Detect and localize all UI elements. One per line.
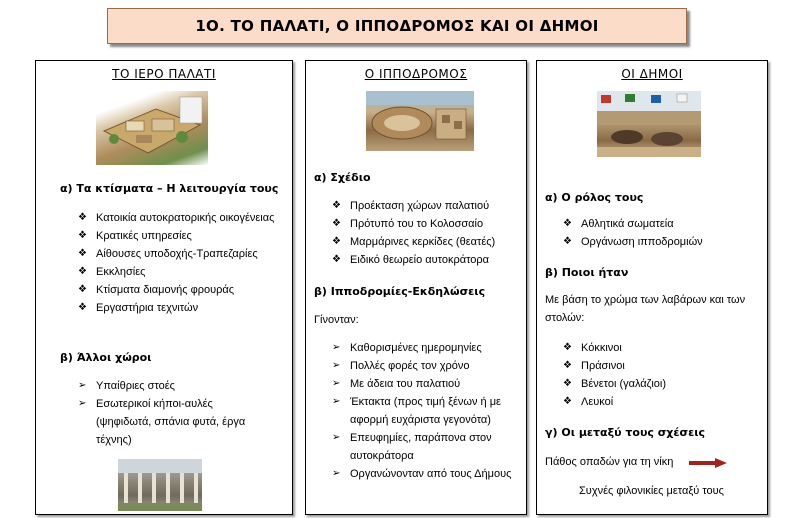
hippodrome-column xyxy=(305,60,527,515)
list-item: ❖ Εκκλησίες xyxy=(78,263,288,281)
list-item: ❖ Βένετοι (γαλάζιοι) xyxy=(563,375,763,393)
arrow-bullet-icon: ➢ xyxy=(78,398,87,409)
arrow-bullet-icon: ➢ xyxy=(332,378,341,389)
list-item: ❖ Ειδικό θεωρείο αυτοκράτορα xyxy=(332,251,522,269)
arrow-bullet-icon: ➢ xyxy=(78,380,87,391)
palace-section-b: β) Άλλοι χώροι xyxy=(60,351,152,364)
demes-passion-line: Πάθος οπαδών για τη νίκη xyxy=(545,456,674,468)
diamond-bullet-icon: ❖ xyxy=(332,236,341,247)
diamond-bullet-icon: ❖ xyxy=(563,218,572,229)
demes-section-a: α) Ο ρόλος τους xyxy=(545,191,644,204)
diamond-bullet-icon: ❖ xyxy=(563,360,572,371)
list-item: ❖ Λευκοί xyxy=(563,393,763,411)
list-item: ❖ Κατοικία αυτοκρατορικής οικογένειας xyxy=(78,209,288,227)
demes-colors-list xyxy=(563,339,763,411)
diamond-bullet-icon: ❖ xyxy=(563,236,572,247)
list-item: ➢ Υπαίθριες στοές xyxy=(78,377,268,395)
palace-column xyxy=(35,60,293,515)
list-item: ❖ Εργαστήρια τεχνιτών xyxy=(78,299,288,317)
demes-heading: ΟΙ ΔΗΜΟΙ xyxy=(621,67,683,81)
demes-image xyxy=(597,91,701,157)
arrow-bullet-icon: ➢ xyxy=(332,468,341,479)
diamond-bullet-icon: ❖ xyxy=(78,266,87,277)
list-item: ➢ Επευφημίες, παράπονα στον αυτοκράτορα xyxy=(332,429,522,465)
hippodrome-section-b: β) Ιπποδρομίες-Εκδηλώσεις xyxy=(314,285,486,298)
demes-intro: Με βάση το χρώμα των λαβάρων και των στολών: xyxy=(545,294,746,324)
right-arrow-icon xyxy=(689,458,727,468)
arrow-bullet-icon: ➢ xyxy=(332,432,341,443)
list-item: ❖ Προέκταση χώρων παλατιού xyxy=(332,197,522,215)
diamond-bullet-icon: ❖ xyxy=(563,396,572,407)
diamond-bullet-icon: ❖ xyxy=(78,230,87,241)
demes-section-c: γ) Οι μεταξύ τους σχέσεις xyxy=(545,426,706,439)
list-item: ❖ Αίθουσες υποδοχής-Τραπεζαρίες xyxy=(78,245,288,263)
list-item: ➢ Με άδεια του παλατιού xyxy=(332,375,522,393)
list-item: ➢ Καθορισμένες ημερομηνίες xyxy=(332,339,522,357)
palace-heading: ΤΟ ΙΕΡΟ ΠΑΛΑΤΙ xyxy=(112,67,216,81)
hippodrome-image xyxy=(366,91,474,151)
diamond-bullet-icon: ❖ xyxy=(332,200,341,211)
diamond-bullet-icon: ❖ xyxy=(78,302,87,313)
diamond-bullet-icon: ❖ xyxy=(332,218,341,229)
demes-section-b: β) Ποιοι ήταν xyxy=(545,266,629,279)
demes-role-list xyxy=(563,215,763,251)
list-item: ❖ Κόκκινοι xyxy=(563,339,763,357)
hippodrome-section-a: α) Σχέδιο xyxy=(314,171,371,184)
list-item: ➢ Εσωτερικοί κήποι-αυλές (ψηφιδωτά, σπάνια φυτά, έργα τέχνης) xyxy=(78,395,268,449)
palace-image xyxy=(96,91,208,165)
arrow-bullet-icon: ➢ xyxy=(332,342,341,353)
hippodrome-plan-list xyxy=(332,197,522,269)
hippodrome-intro: Γίνονταν: xyxy=(314,314,359,326)
list-item: ❖ Κρατικές υπηρεσίες xyxy=(78,227,288,245)
diamond-bullet-icon: ❖ xyxy=(78,212,87,223)
diamond-bullet-icon: ❖ xyxy=(78,248,87,259)
list-item: ❖ Πρότυπό του το Κολοσσαίο xyxy=(332,215,522,233)
list-item: ❖ Πράσινοι xyxy=(563,357,763,375)
arrow-bullet-icon: ➢ xyxy=(332,360,341,371)
demes-column xyxy=(536,60,768,515)
demes-rivalry-line: Συχνές φιλονικίες μεταξύ τους xyxy=(579,485,724,497)
courtyard-image xyxy=(118,459,202,511)
palace-buildings-list xyxy=(78,209,288,317)
diamond-bullet-icon: ❖ xyxy=(563,378,572,389)
hippodrome-events-list xyxy=(332,339,522,483)
diamond-bullet-icon: ❖ xyxy=(78,284,87,295)
list-item: ➢ Πολλές φορές τον χρόνο xyxy=(332,357,522,375)
list-item: ❖ Αθλητικά σωματεία xyxy=(563,215,763,233)
list-item: ❖ Μαρμάρινες κερκίδες (θεατές) xyxy=(332,233,522,251)
list-item: ❖ Κτίσματα διαμονής φρουράς xyxy=(78,281,288,299)
palace-section-a: α) Τα κτίσματα – Η λειτουργία τους xyxy=(60,182,279,195)
list-item: ➢ Οργανώνονταν από τους Δήμους xyxy=(332,465,522,483)
list-item: ➢ Έκτακτα (προς τιμή ξένων ή με αφορμή ευχάριστα γεγονότα) xyxy=(332,393,522,429)
list-item: ❖ Οργάνωση ιπποδρομιών xyxy=(563,233,763,251)
hippodrome-heading: Ο ΙΠΠΟΔΡΟΜΟΣ xyxy=(364,67,468,81)
arrow-bullet-icon: ➢ xyxy=(332,396,341,407)
page-title: 1Ο. ΤΟ ΠΑΛΑΤΙ, Ο ΙΠΠΟΔΡΟΜΟΣ ΚΑΙ ΟΙ ΔΗΜΟΙ xyxy=(107,8,687,44)
diamond-bullet-icon: ❖ xyxy=(332,254,341,265)
palace-other-list xyxy=(78,377,268,449)
diamond-bullet-icon: ❖ xyxy=(563,342,572,353)
